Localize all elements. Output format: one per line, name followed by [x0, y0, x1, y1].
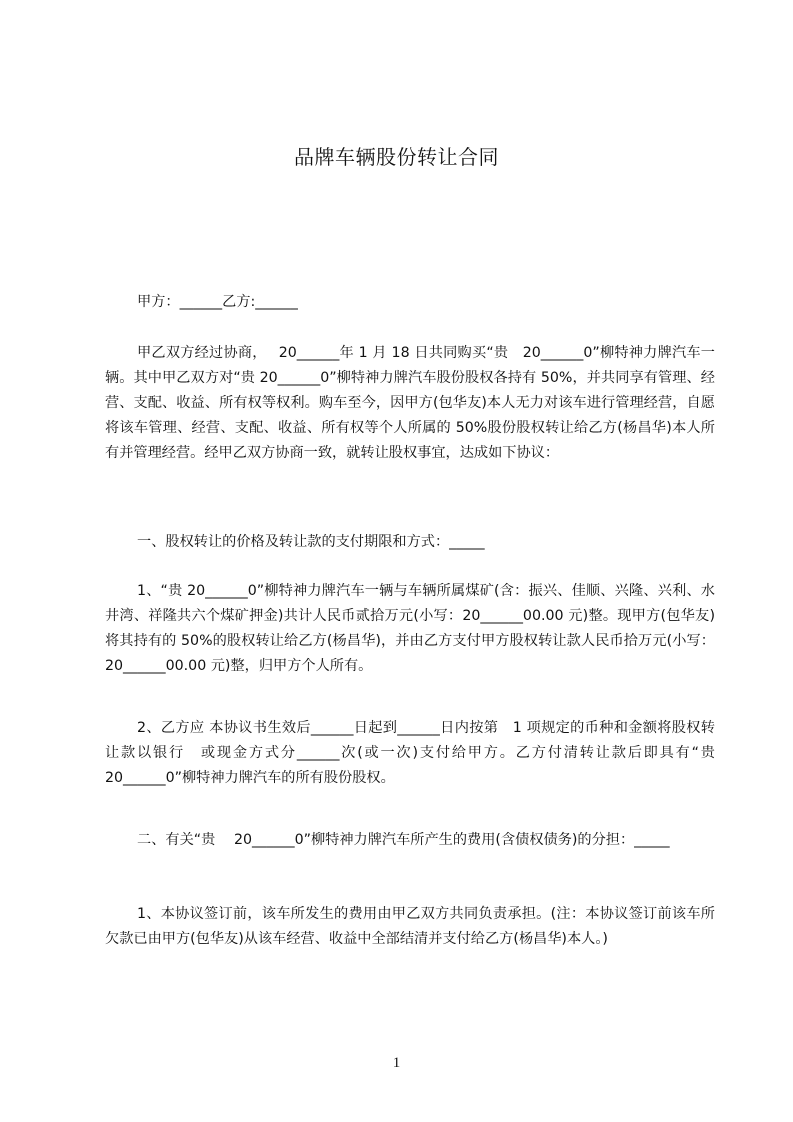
intro-paragraph: 甲乙双方经过协商， 20______年 1 月 18 日共同购买“贵 20______0”柳特神力牌汽车一辆。其中甲乙双方对“贵 20______0”柳特神力牌汽车股份股权各持有 50%，并共同享有管理、经营、支配、收益、所有权等权利。购车至今，因甲方(包华友)本人无力对该车进行管理经营，自愿将该车管理、经营、支配、收益、所有权等个人所属的 50%股份股权转让给乙方(杨昌华)本人所有并管理经营。经甲乙双方协商一致，就转让股权事宜，达成如下协议： — [105, 345, 715, 461]
section-1-clause-1: 1、“贵 20______0”柳特神力牌汽车一辆与车辆所属煤矿(含：振兴、佳顺、兴隆、兴利、水井湾、祥隆共六个煤矿押金)共计人民币贰拾万元(小写：20______00.00 元)整。现甲方(包华友)将其持有的 50%的股权转让给乙方(杨昌华)，并由乙方支付甲方股权转让款人民币拾万元(小写：20______00.00 元)整，归甲方个人所有。 — [105, 583, 715, 674]
section-1-heading: 一、股权转让的价格及转让款的支付期限和方式：_____ — [137, 534, 485, 550]
section-1-clause-2: 2、乙方应 本协议书生效后______日起到______日内按第 1 项规定的币种和金额将股权转让款以银行 或现金方式分______次(或一次)支付给甲方。乙方付清转让款后即具有“贵 20______0”柳特神力牌汽车的所有股份股权。 — [105, 720, 715, 786]
section-2-heading: 二、有关“贵 20______0”柳特神力牌汽车所产生的费用(含债权债务)的分担：_____ — [137, 832, 670, 848]
page-number: 1 — [392, 1055, 401, 1071]
section-2-clause-1: 1、本协议签订前，该车所发生的费用由甲乙双方共同负责承担。(注：本协议签订前该车所欠款已由甲方(包华友)从该车经营、收益中全部结清并支付给乙方(杨昌华)本人。) — [105, 906, 715, 947]
parties-line: 甲方：______乙方:______ — [137, 294, 298, 310]
document-title: 品牌车辆股份转让合同 — [294, 145, 499, 169]
